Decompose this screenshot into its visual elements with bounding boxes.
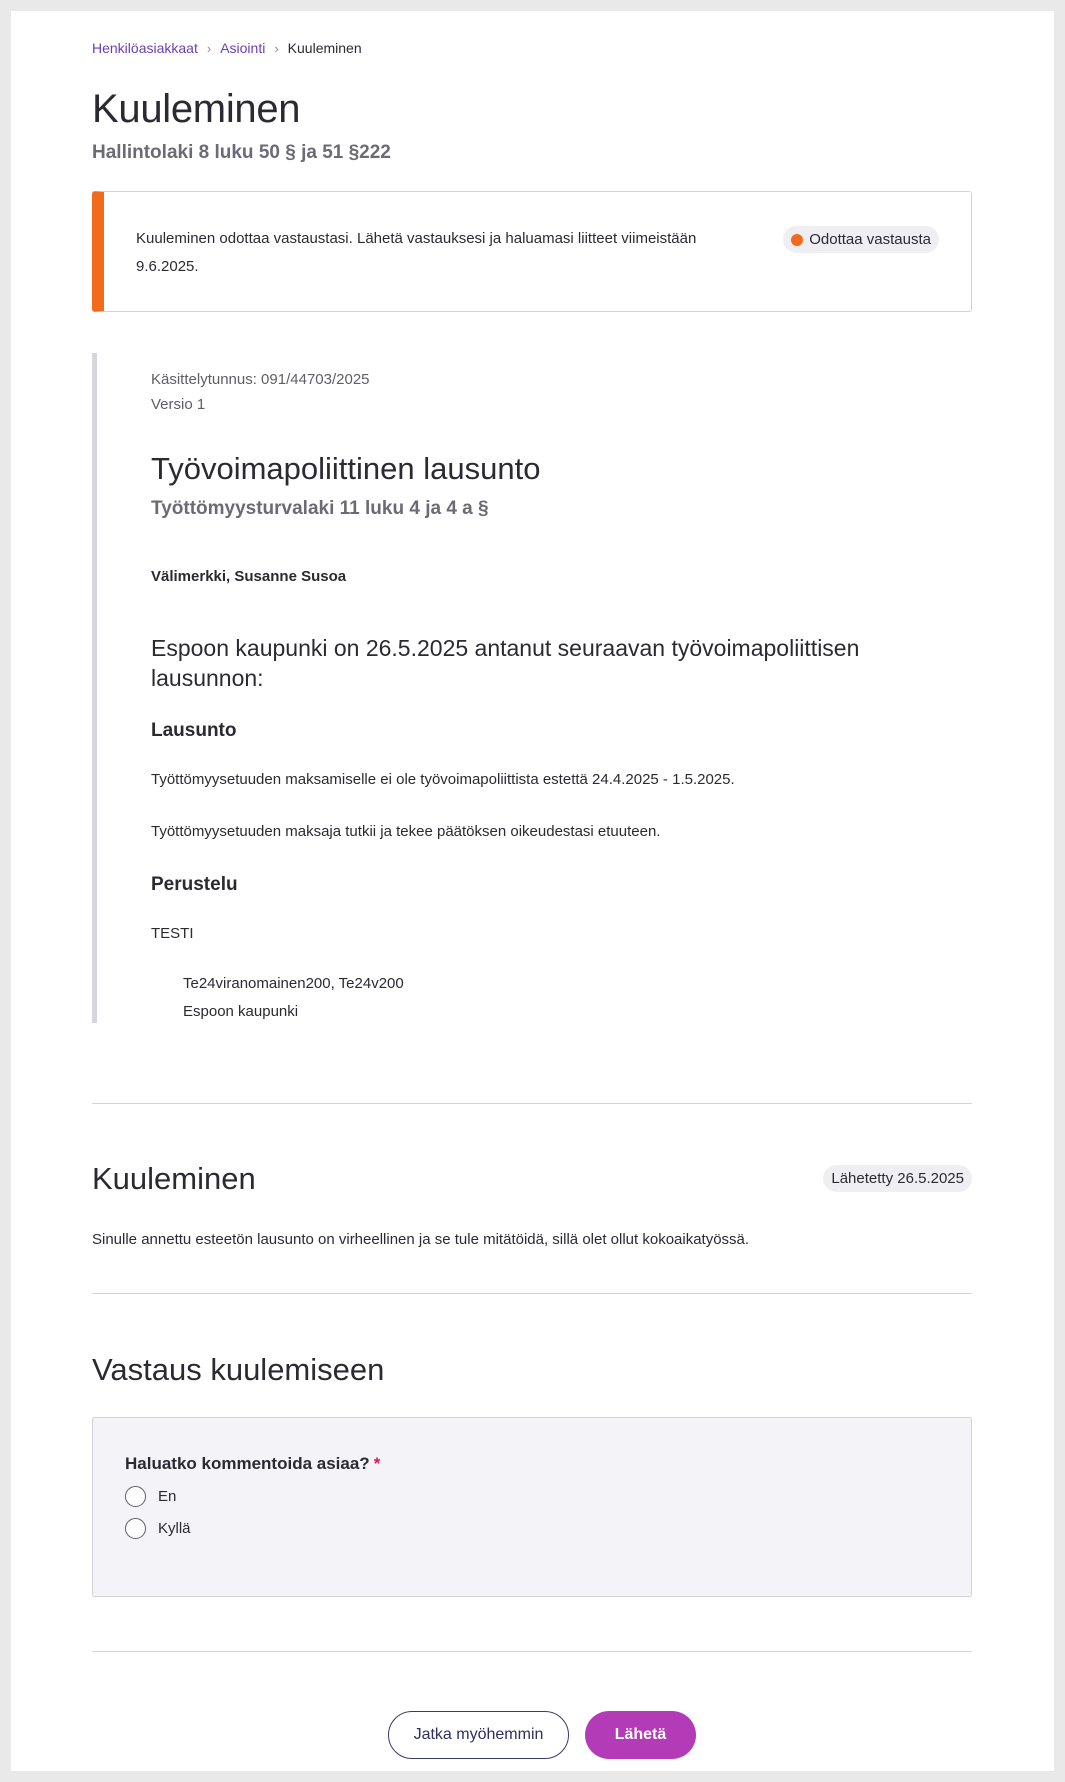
radio-option-kylla[interactable] — [125, 1518, 191, 1539]
continue-later-button[interactable]: Jatka myöhemmin — [388, 1711, 569, 1759]
comment-question — [125, 1454, 380, 1474]
breadcrumb-current: Kuuleminen — [287, 40, 362, 56]
statement-document — [92, 353, 972, 1023]
page-title: Kuuleminen — [92, 87, 301, 131]
document-subtitle: Työttömyysturvalaki 11 luku 4 ja 4 a § — [151, 498, 489, 519]
reasoning-heading: Perustelu — [151, 874, 238, 895]
section-divider — [92, 1103, 972, 1104]
reasoning-text: TESTI — [151, 925, 194, 942]
case-id: Käsittelytunnus: 091/44703/2025 — [151, 371, 370, 388]
comment-question-label: Haluatko kommentoida asiaa? — [125, 1454, 370, 1473]
hearing-title: Kuuleminen — [92, 1161, 256, 1196]
page — [11, 11, 1054, 1771]
statement-paragraph-2: Työttömyysetuuden maksaja tutkii ja tekee päätöksen oikeudestasi etuuteen. — [151, 823, 661, 840]
radio-button-icon[interactable] — [125, 1518, 146, 1539]
statement-paragraph-1: Työttömyysetuuden maksamiselle ei ole työvoimapoliittista estettä 24.4.2025 - 1.5.2025. — [151, 771, 735, 788]
document-version: Versio 1 — [151, 396, 206, 413]
chevron-right-icon: › — [206, 40, 212, 56]
document-heading: Espoon kaupunki on 26.5.2025 antanut seuraavan työvoimapoliittisen lausunnon: — [151, 635, 860, 691]
radio-button-icon[interactable] — [125, 1486, 146, 1507]
status-dot-icon — [791, 234, 803, 246]
document-title: Työvoimapoliittinen lausunto — [151, 451, 541, 486]
breadcrumb-link-henkiloasiakkaat[interactable]: Henkilöasiakkaat — [92, 40, 198, 56]
sent-badge: Lähetetty 26.5.2025 — [823, 1165, 972, 1192]
status-badge — [783, 226, 939, 253]
status-badge-label: Odottaa vastausta — [809, 231, 931, 248]
response-title: Vastaus kuulemiseen — [92, 1352, 385, 1387]
page-subtitle: Hallintolaki 8 luku 50 § ja 51 §222 — [92, 142, 391, 163]
radio-option-label: En — [158, 1488, 177, 1505]
signer-organization: Espoon kaupunki — [183, 1003, 299, 1020]
section-divider — [92, 1293, 972, 1294]
send-button[interactable]: Lähetä — [585, 1711, 696, 1759]
breadcrumb-link-asiointi[interactable]: Asiointi — [220, 40, 266, 56]
hearing-text: Sinulle annettu esteetön lausunto on virheellinen ja se tule mitätöidä, sillä olet ollut kokoaikatyössä. — [92, 1231, 750, 1248]
chevron-right-icon: › — [274, 40, 279, 56]
radio-option-label: Kyllä — [158, 1520, 191, 1537]
section-divider — [92, 1651, 972, 1652]
statement-heading: Lausunto — [151, 720, 237, 741]
radio-option-en[interactable] — [125, 1486, 176, 1507]
document-parties: Välimerkki, Susanne Susoa — [151, 568, 347, 585]
signer-name: Te24viranomainen200, Te24v200 — [183, 975, 404, 992]
breadcrumb — [92, 40, 362, 56]
notice-text: Kuuleminen odottaa vastaustasi. Lähetä vastauksesi ja haluamasi liitteet viimeistään 9.6.2025. — [136, 230, 697, 275]
response-form — [92, 1417, 972, 1597]
pending-response-notice — [92, 191, 972, 312]
required-mark: * — [373, 1454, 381, 1473]
